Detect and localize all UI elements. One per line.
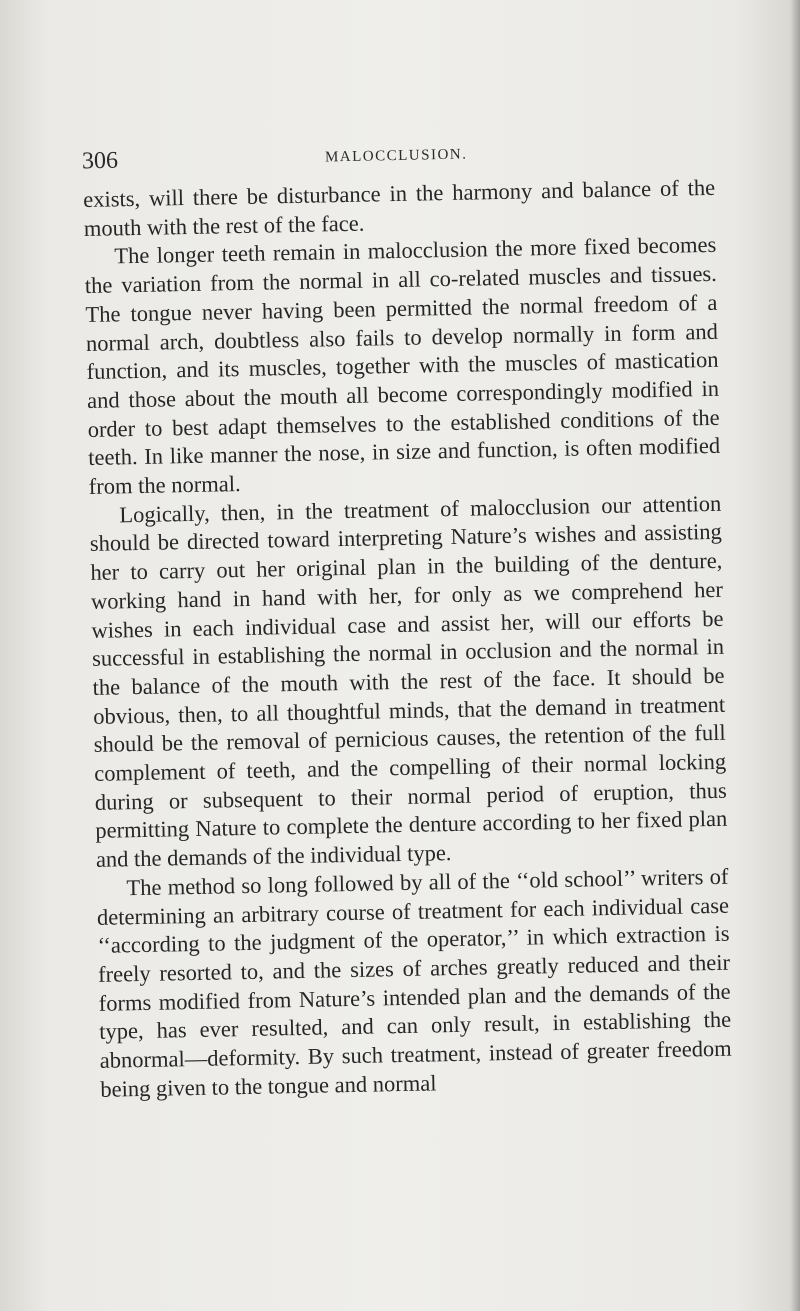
paragraph-2: The longer teeth remain in malocclusion the more fixed becomes the variation from the normal in all co-related muscles and tissues. The tongue never having been permitted the normal freedom of a normal arch, doubtless also fails to develop normally in form and function, and its muscles, together with the muscles of mastication and those about the mouth all become correspondingly modified in order to best adapt themselves to the established conditions of the teeth. In like manner the nose, in size and function, is often modified from the normal. — [84, 232, 721, 499]
page-edge-shadow — [790, 0, 800, 1311]
page-number: 306 — [81, 147, 119, 175]
body-text — [83, 174, 733, 1104]
paragraph-3: Logically, then, in the treatment of malocclusion our attention should be directed toward interpreting Nature’s wishes and assisting her to carry out her original plan in the building of the denture, working hand in hand with her, for only as we comprehend her wishes in each individual case and assist her, will our efforts be successful in establishing the normal in occlusion and the normal in the balance of the mouth with the rest of the face. It should be obvious, then, to all thoughtful minds, that the demand in treatment should be the removal of pernicious causes, the retention of the full complement of teeth, and the compelling of their normal locking during or subsequent to their normal period of eruption, thus permitting Nature to complete the denture according to her fixed plan and the demands of the individual type. — [89, 490, 728, 873]
paragraph-4: The method so long followed by all of the ‘‘old school’’ writers of determining an arbitrary course of treatment for each individual case ‘‘according to the judgment of the operator,’’ in which extraction is freely resorted to, and the sizes of arches greatly reduced and their forms modified from Nature’s intended plan and the demands of the type, has ever resulted, and can only result, in establishing the abnormal—deformity. By such treatment, instead of greater freedom being given to the tongue and normal — [96, 863, 732, 1102]
running-title: MALOCCLUSION. — [324, 146, 468, 166]
paragraph-1: exists, will there be disturbance in the harmony and balance of the mouth with the rest of the face. — [83, 174, 716, 241]
